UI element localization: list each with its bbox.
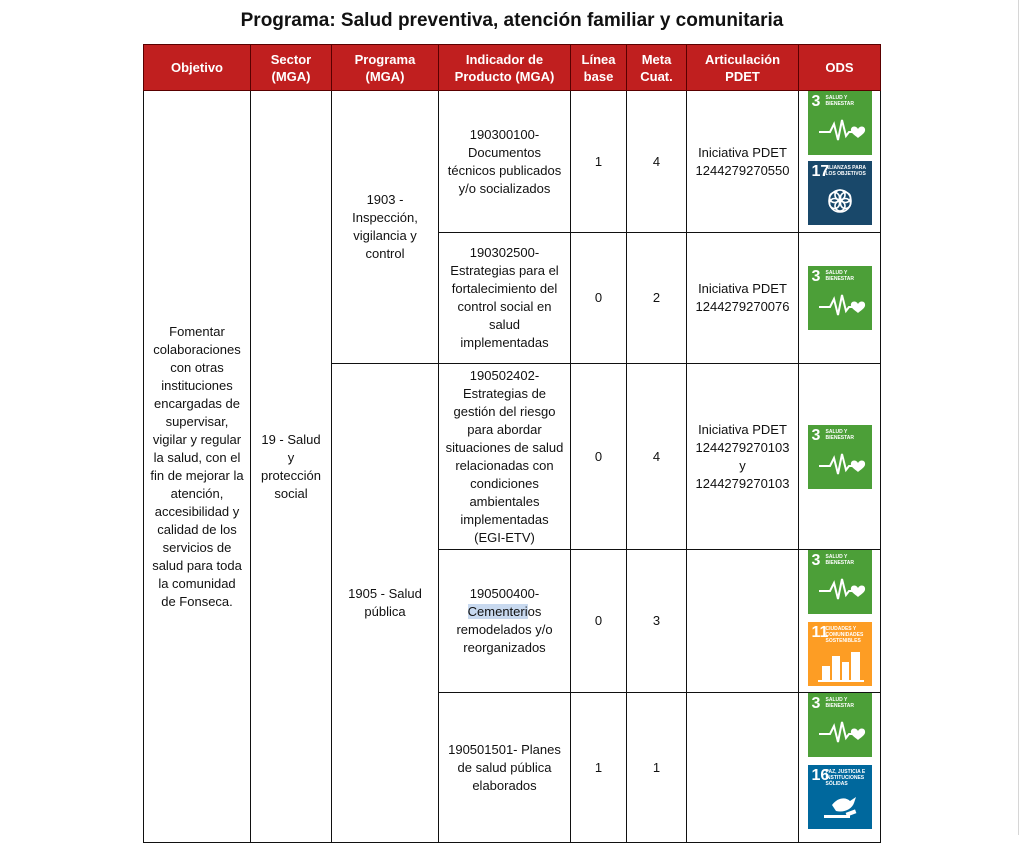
indicador-cell: 190502402- Estrategias de gestión del riesgo para abordar situaciones de salud relacionadas con condiciones ambientales implementadas (EGI-ETV): [439, 364, 571, 550]
header-sector: Sector (MGA): [251, 45, 332, 91]
linea-base-cell: 1: [571, 693, 627, 843]
sdg-11-badge: 11 CIUDADES Y COMUNIDADES SOSTENIBLES: [808, 622, 872, 686]
pdet-cell: Iniciativa PDET 1244279270103 y 1244279270103: [687, 364, 799, 550]
sdg-3-badge: 3 SALUD Y BIENESTAR: [808, 266, 872, 330]
objetivo-cell: Fomentar colaboraciones con otras instituciones encargadas de supervisar, vigilar y regular la salud, con el fin de mejorar la atención, accesibilidad y calidad de los servicios de salud para toda la comunidad de Fonseca.: [144, 91, 251, 843]
meta-cell: 2: [627, 233, 687, 364]
ods-cell: [799, 233, 881, 364]
header-ods: ODS: [799, 45, 881, 91]
meta-cell: 3: [627, 550, 687, 693]
meta-cell: 1: [627, 693, 687, 843]
meta-cell: 4: [627, 364, 687, 550]
header-meta: Meta Cuat.: [627, 45, 687, 91]
sdg-3-badge: 3 SALUD Y BIENESTAR: [808, 693, 872, 757]
interlocking-circles-icon: [808, 161, 872, 225]
indicador-cell: 190501501- Planes de salud pública elaborados: [439, 693, 571, 843]
linea-base-cell: 0: [571, 550, 627, 693]
ods-cell: [799, 550, 881, 693]
pdet-cell: Iniciativa PDET 1244279270550: [687, 91, 799, 233]
indicador-cell: 190302500- Estrategias para el fortalecimiento del control social en salud implementadas: [439, 233, 571, 364]
sdg-3-badge: 3 SALUD Y BIENESTAR: [808, 91, 872, 155]
header-row: [144, 45, 881, 91]
program-table: [143, 44, 881, 843]
indicador-cell: 190300100- Documentos técnicos publicados y/o socializados: [439, 91, 571, 233]
table-row: [144, 91, 881, 233]
sdg-16-badge: 16 PAZ, JUSTICIA E INSTITUCIONES SÓLIDAS: [808, 765, 872, 829]
heartbeat-heart-icon: [808, 425, 872, 489]
programa-1905-cell: 1905 - Salud pública: [332, 364, 439, 843]
sdg-3-badge: 3 SALUD Y BIENESTAR: [808, 425, 872, 489]
header-indicador: Indicador de Producto (MGA): [439, 45, 571, 91]
heartbeat-heart-icon: [808, 693, 872, 757]
pdet-cell: [687, 693, 799, 843]
programa-1903-cell: 1903 - Inspección, vigilancia y control: [332, 91, 439, 364]
ods-cell: [799, 693, 881, 843]
ods-cell: [799, 91, 881, 233]
text-selection-highlight: Cementeri: [467, 604, 528, 619]
pdet-cell: [687, 550, 799, 693]
pdet-cell: Iniciativa PDET 1244279270076: [687, 233, 799, 364]
city-buildings-icon: [808, 622, 872, 686]
linea-base-cell: 0: [571, 364, 627, 550]
indicador-cell: 190500400- Cementerios remodelados y/o reorganizados: [439, 550, 571, 693]
header-linea-base: Línea base: [571, 45, 627, 91]
heartbeat-heart-icon: [808, 91, 872, 155]
meta-cell: 4: [627, 91, 687, 233]
sector-cell: 19 - Salud y protección social: [251, 91, 332, 843]
heartbeat-heart-icon: [808, 266, 872, 330]
page-title: Programa: Salud preventiva, atención familiar y comunitaria: [240, 10, 784, 31]
ods-cell: [799, 364, 881, 550]
sdg-3-badge: 3 SALUD Y BIENESTAR: [808, 550, 872, 614]
dove-gavel-icon: [808, 765, 872, 829]
heartbeat-heart-icon: [808, 550, 872, 614]
header-articulacion: Articulación PDET: [687, 45, 799, 91]
header-programa: Programa (MGA): [332, 45, 439, 91]
linea-base-cell: 0: [571, 233, 627, 364]
header-objetivo: Objetivo: [144, 45, 251, 91]
linea-base-cell: 1: [571, 91, 627, 233]
sdg-17-badge: 17 ALIANZAS PARA LOS OBJETIVOS: [808, 161, 872, 225]
page-edge: [1018, 0, 1019, 835]
